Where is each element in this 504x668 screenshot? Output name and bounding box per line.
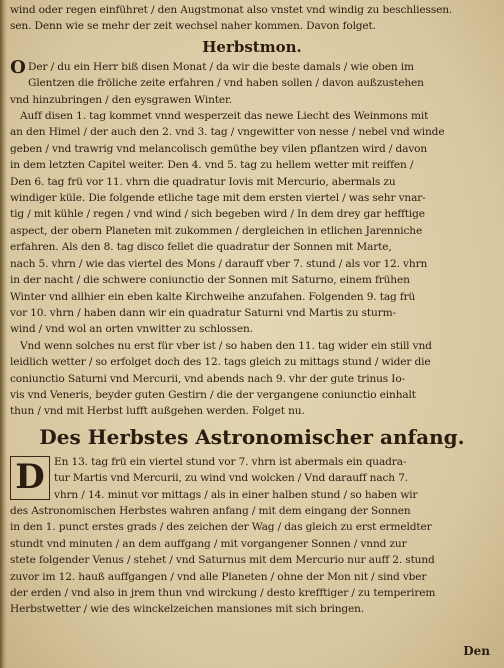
catchword: Den [463, 644, 490, 658]
text-line: leidlich wetter / so erfolget doch des 12. tags gleich zu mittags stund / wider die [10, 356, 431, 369]
text-line: in den 1. punct erstes grads / des zeichen der Wag / das gleich zu erst ermeldter [10, 521, 432, 534]
text-line: geben / vnd trawrig vnd melancolisch gemüthe bey vilen pflantzen wird / davon [10, 142, 428, 155]
text-line: wind oder regen einführet / den Augstmonat also vnstet vnd windig zu beschliessen. [10, 4, 453, 16]
section-heading-herbstmon: Herbstmon. [202, 37, 302, 56]
text-line: zuvor im 12. hauß auffgangen / vnd alle Planeten / ohne der Mon nit / sind vber [10, 570, 427, 583]
text-line: coniunctio Saturni vnd Mercurii, vnd abends nach 9. vhr der gute trinus Io- [10, 372, 405, 385]
text-line: nach 5. vhrn / wie das viertel des Mons / darauff vber 7. stund / als vor 12. vhrn [10, 257, 428, 270]
text-line: vor 10. vhrn / haben dann wir ein quadratur Saturni vnd Martis zu sturm- [10, 306, 396, 319]
section-heading-astronomischer-anfang: Des Herbstes Astronomischer anfang. [39, 424, 465, 449]
paragraph-autumn-start [10, 454, 494, 618]
decorated-initial: D [10, 456, 50, 500]
text-line: tur Martis vnd Mercurii, zu wind vnd wolcken / Vnd darauff nach 7. [54, 472, 408, 485]
text-line: des Astronomischen Herbstes wahren anfang / mit dem eingang der Sonnen [10, 504, 411, 517]
text-line: sen. Denn wie se mehr der zeit wechsel naher kommen. Davon folget. [10, 20, 376, 33]
text-line: windiger küle. Die folgende etliche tage mit dem ersten viertel / was sehr vnar- [10, 192, 426, 205]
text-line: Glentzen die fröliche zeite erfahren / vnd haben sollen / davon außzustehen [28, 77, 424, 90]
paragraph-forecast [10, 108, 494, 338]
text-line: erfahren. Als den 8. tag disco fellet die quadratur der Sonnen mit Marte, [10, 241, 392, 254]
paragraph-continuation [10, 338, 494, 420]
text-line: vis vnd Veneris, beyder guten Gestirn / die der vergangene coniunctio einhalt [10, 388, 416, 401]
text-line: an den Himel / der auch den 2. vnd 3. tag / vngewitter von nesse / nebel vnd winde [10, 126, 445, 139]
text-line: aspect, der obern Planeten mit zukommen / dergleichen in etlichen Jarenniche [10, 224, 423, 237]
text-line: thun / vnd mit Herbst lufft außgehen werden. Folget nu. [10, 405, 305, 418]
page-gutter-shadow [0, 0, 7, 668]
paragraph-opening [10, 2, 494, 35]
text-line: En 13. tag frü ein viertel stund vor 7. vhrn ist abermals ein quadra- [54, 455, 407, 468]
text-line: Den 6. tag frü vor 11. vhrn die quadratur Iovis mit Mercurio, abermals zu [10, 175, 396, 188]
text-line: stundt vnd minuten / an dem auffgang / mit vorgangener Sonnen / vnnd zur [10, 537, 407, 550]
text-line: wind / vnd wol an orten vnwitter zu schlossen. [10, 323, 253, 336]
text-line: in dem letzten Capitel weiter. Den 4. vnd 5. tag zu hellem wetter mit reiffen / [10, 159, 414, 172]
initial-letter: O [10, 56, 26, 78]
text-line: vnd hinzubringen / den eysgrawen Winter. [10, 93, 232, 106]
text-line: Vnd wenn solches nu erst für vber ist / so haben den 11. tag wider ein still vnd [20, 339, 432, 352]
text-line: Auff disen 1. tag kommet vnnd wesperzeit das newe Liecht des Weinmons mit [20, 110, 429, 123]
text-line: tig / mit kühle / regen / vnd wind / sich begeben wird / In dem drey gar hefftige [10, 208, 425, 221]
text-line: vhrn / 14. minut vor mittags / als in einer halben stund / so haben wir [54, 488, 418, 501]
text-line: Der / du ein Herr biß disen Monat / da wir die beste damals / wie oben im [28, 60, 414, 73]
text-line: stete folgender Venus / stehet / vnd Saturnus mit dem Mercurio nur auff 2. stund [10, 554, 435, 567]
paragraph-invocation [10, 56, 494, 108]
text-line: in der nacht / die schwere coniunctio der Sonnen mit Saturno, einem frühen [10, 274, 410, 287]
text-line: der erden / vnd also in jrem thun vnd wirckung / desto krefftiger / zu temperirem [10, 587, 436, 599]
text-line: Herbstwetter / wie des winckelzeichen mansiones mit sich bringen. [10, 603, 365, 616]
text-line: Winter vnd allhier ein eben kalte Kirchweihe anzufahen. Folgenden 9. tag frü [10, 290, 416, 303]
